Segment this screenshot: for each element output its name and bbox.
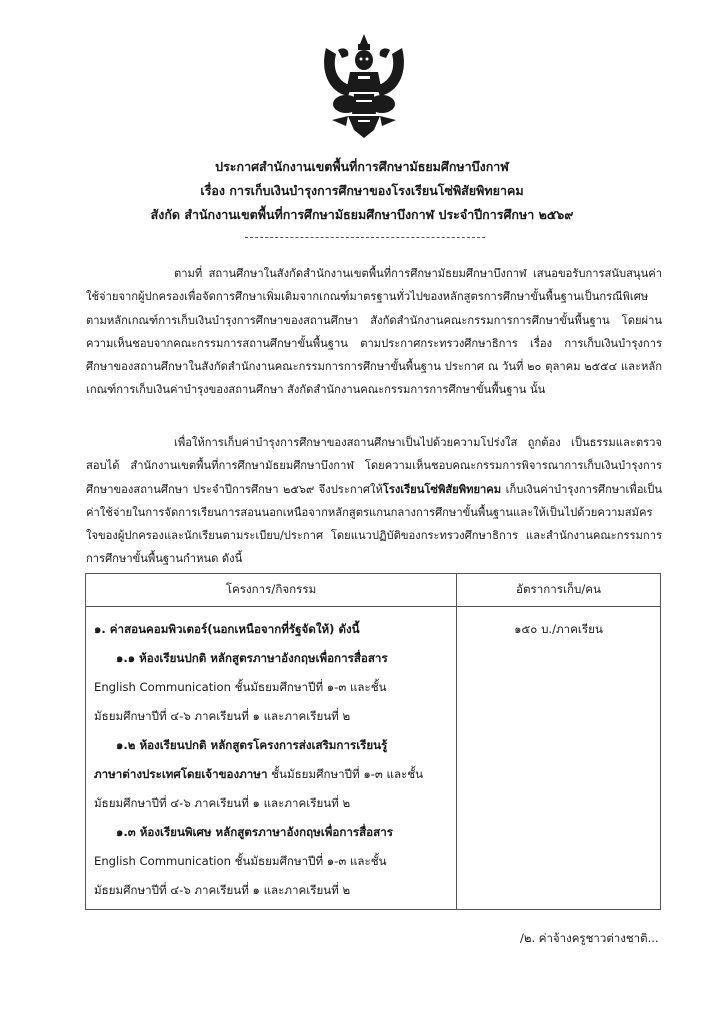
school-name: โรงเรียนโซ่พิสัยพิทยาคม <box>382 482 502 496</box>
table-row <box>86 607 661 910</box>
sub-item-detail <box>94 760 450 789</box>
column-header-activity: โครงการ/กิจกรรม <box>86 574 457 607</box>
rate-value: ๑๕๐ บ./ภาคเรียน <box>514 622 603 636</box>
item-title: ๑. ค่าสอนคอมพิวเตอร์(นอกเหนือจากที่รัฐจัดให้) ดังนี้ <box>94 622 360 636</box>
activity-cell <box>86 607 457 910</box>
announcement-scope: สังกัด สำนักงานเขตพื้นที่การศึกษามัธยมศึกษาบึงกาฬ ประจำปีการศึกษา ๒๕๖๙ <box>150 207 574 222</box>
sub-item-detail <box>94 673 450 702</box>
fee-table <box>85 573 661 910</box>
sub-item-heading: ๑.๑ ห้องเรียนปกติ หลักสูตรภาษาอังกฤษเพื่อการสื่อสาร <box>116 651 388 665</box>
sub-item-grades: ชั้นมัธยมศึกษาปีที่ ๑-๓ และชั้น <box>230 680 387 694</box>
sub-item-grades: ชั้นมัธยมศึกษาปีที่ ๑-๓ และชั้น <box>230 854 387 868</box>
paragraph-announcement-text-2: เก็บเงินค่าบำรุงการศึกษาเพื่อเป็นค่าใช้จ่ายในการจัดการเรียนการสอนนอกเหนือจากหลักสูตรแกนกลางการศึกษาขั้นพื้นฐานและให้เป็นไปด้วยความสมัครใจของผู้ปกครองและนักเรียนตามระเบียบ/ประกาศ โดยแนวปฏิบัติของกระทรวงศึกษาธิการ และสำนักงานคณะกรรมการการศึกษาขั้นพื้นฐานกำหนด ดังนี้ <box>86 482 662 566</box>
sub-item-detail <box>94 847 450 876</box>
sub-item-terms: มัธยมศึกษาปีที่ ๔-๖ ภาคเรียนที่ ๑ และภาคเรียนที่ ๒ <box>94 883 351 897</box>
rate-cell <box>457 607 661 910</box>
sub-item-terms: มัธยมศึกษาปีที่ ๔-๖ ภาคเรียนที่ ๑ และภาคเรียนที่ ๒ <box>94 796 351 810</box>
sub-item-program-name: English Communication <box>94 854 231 868</box>
paragraph-background-text: ตามที่ สถานศึกษาในสังกัดสำนักงานเขตพื้นที่การศึกษามัธยมศึกษาบึงกาฬ เสนอขอรับการสนับสนุนค่าใช้จ่ายจากผู้ปกครองเพื่อจัดการศึกษาเพิ่มเติมจากเกณฑ์มาตรฐานทั่วไปของหลักสูตรการศึกษาขั้นพื้นฐานเป็นกรณีพิเศษตามหลักเกณฑ์การเก็บเงินบำรุงการศึกษาของสถานศึกษา สังกัดสำนักงานคณะกรรมการการศึกษาขั้นพื้นฐาน โดยผ่านความเห็นชอบจากคณะกรรมการสถานศึกษาขั้นพื้นฐาน ตามประกาศกระทรวงศึกษาธิการ เรื่อง การเก็บเงินบำรุงการศึกษาของสถานศึกษาในสังกัดสำนักงานคณะกรรมการการศึกษาขั้นพื้นฐาน ประกาศ ณ วันที่ ๒๐ ตุลาคม ๒๕๕๔ และหลักเกณฑ์การเก็บเงินค่าบำรุงของสถานศึกษา สังกัดสำนักงานคณะกรรมการการศึกษาขั้นพื้นฐาน นั้น <box>86 267 662 397</box>
announcement-header <box>0 155 724 227</box>
garuda-emblem-icon <box>318 30 410 140</box>
fee-table-header-row <box>86 574 661 607</box>
announcement-subject: เรื่อง การเก็บเงินบำรุงการศึกษาของโรงเรียนโซ่พิสัยพิทยาคม <box>200 183 524 198</box>
sub-item-heading: ๑.๒ ห้องเรียนปกติ หลักสูตรโครงการส่งเสริมการเรียนรู้ <box>116 738 388 752</box>
column-header-rate: อัตราการเก็บ/คน <box>457 574 661 607</box>
announcement-issuer: ประกาศสำนักงานเขตพื้นที่การศึกษามัธยมศึกษาบึงกาฬ <box>215 159 509 174</box>
sub-item-terms: มัธยมศึกษาปีที่ ๔-๖ ภาคเรียนที่ ๑ และภาคเรียนที่ ๒ <box>94 709 351 723</box>
header-divider <box>245 237 485 238</box>
paragraph-background <box>86 262 662 402</box>
sub-item-program-name: English Communication <box>94 680 231 694</box>
sub-item-program-name: ภาษาต่างประเทศโดยเจ้าของภาษา <box>94 767 268 781</box>
continuation-note: /๒. ค่าจ้างครูชาวต่างชาติ... <box>520 931 659 945</box>
sub-item-heading: ๑.๓ ห้องเรียนพิเศษ หลักสูตรภาษาอังกฤษเพื่อการสื่อสาร <box>116 825 393 839</box>
sub-item-grades: ชั้นมัธยมศึกษาปีที่ ๑-๓ และชั้น <box>267 767 424 781</box>
paragraph-announcement-text-1: เพื่อให้การเก็บค่าบำรุงการศึกษาของสถานศึกษาเป็นไปด้วยความโปร่งใส ถูกต้อง เป็นธรรมและตรวจสอบได้ สำนักงานเขตพื้นที่การศึกษามัธยมศึกษาบึงกาฬ โดยความเห็นชอบคณะกรรมการพิจารณาการเก็บเงินบำรุงการศึกษาของสถานศึกษา ประจำปีการศึกษา ๒๕๖๙ จึงประกาศให้ <box>86 436 662 496</box>
paragraph-announcement <box>86 431 662 571</box>
